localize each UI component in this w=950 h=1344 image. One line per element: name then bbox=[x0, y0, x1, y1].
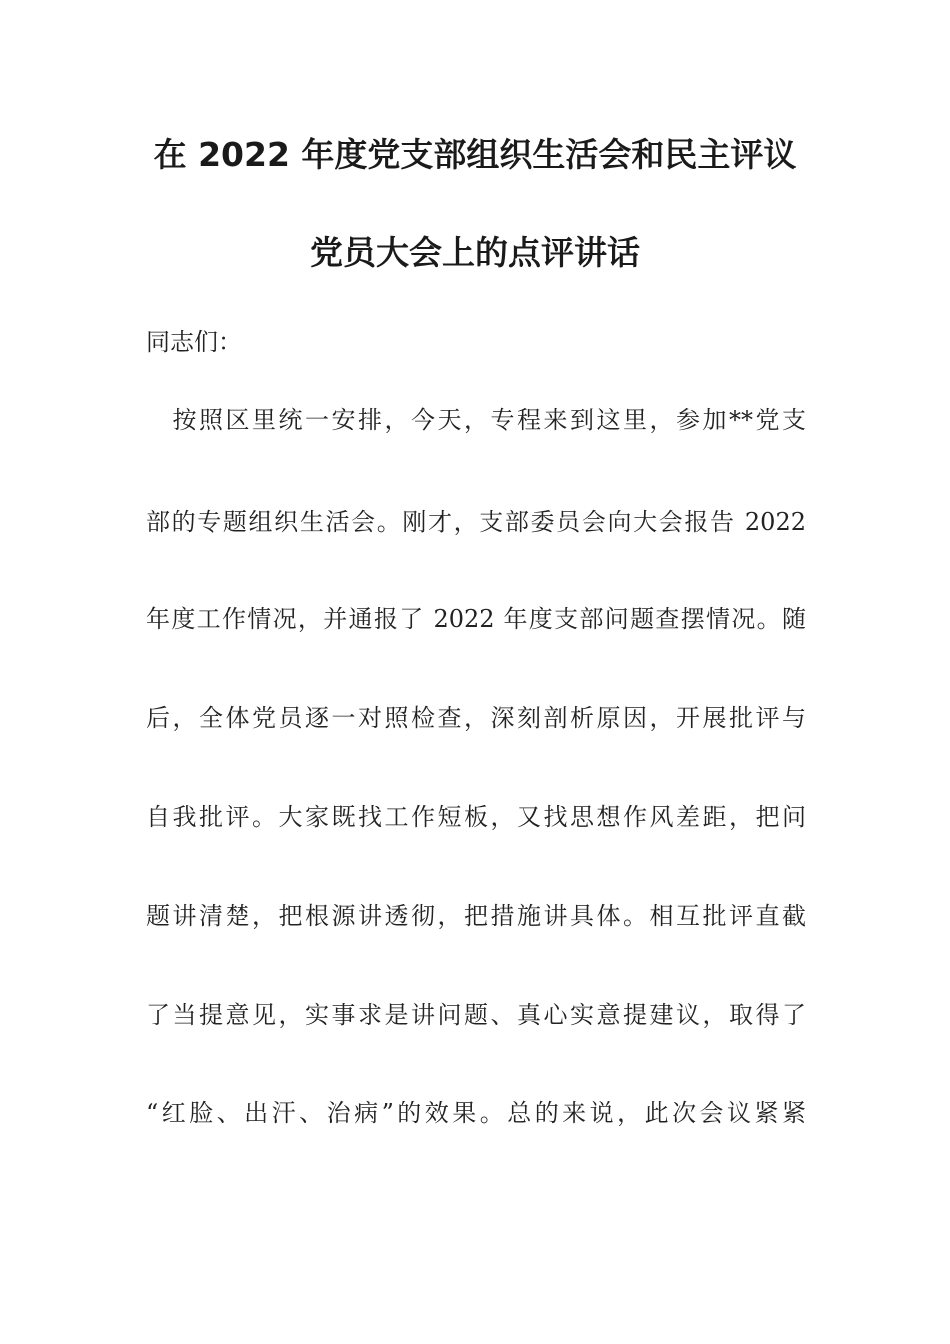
body-line-6: 题讲清楚，把根源讲透彻，把措施讲具体。相互批评直截 bbox=[146, 902, 806, 930]
body-line-1: 按照区里统一安排，今天，专程来到这里，参加**党支 bbox=[146, 406, 806, 434]
document-title-line-2: 党员大会上的点评讲话 bbox=[310, 233, 640, 272]
body-line-3: 年度工作情况，并通报了 2022 年度支部问题查摆情况。随 bbox=[146, 605, 806, 633]
body-line-4: 后，全体党员逐一对照检查，深刻剖析原因，开展批评与 bbox=[146, 704, 806, 732]
body-line-8: “红脸、出汗、治病”的效果。总的来说，此次会议紧紧 bbox=[146, 1099, 806, 1127]
salutation: 同志们： bbox=[146, 328, 242, 356]
body-line-7: 了当提意见，实事求是讲问题、真心实意提建议，取得了 bbox=[146, 1001, 806, 1029]
body-line-2: 部的专题组织生活会。刚才，支部委员会向大会报告 2022 bbox=[146, 508, 806, 536]
document-title-line-1: 在 2022 年度党支部组织生活会和民主评议 bbox=[153, 135, 797, 174]
body-line-5: 自我批评。大家既找工作短板，又找思想作风差距，把问 bbox=[146, 803, 806, 831]
